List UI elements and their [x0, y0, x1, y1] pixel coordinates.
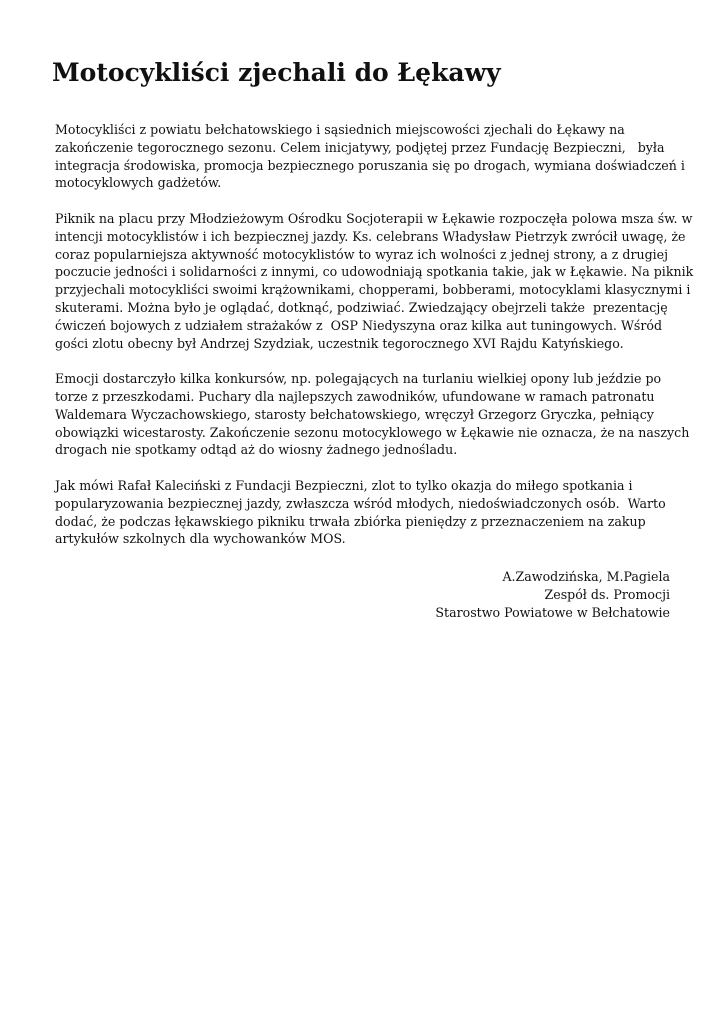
text-line: Waldemara Wyczachowskiego, starosty bełchatowskiego, wręczył Grzegorz Gryczka, pełniący	[55, 406, 654, 422]
paragraph-intro	[55, 121, 685, 192]
text-line: coraz popularniejsza aktywność motocyklistów to wyraz ich wolności z jednej strony, a z drugiej	[55, 246, 669, 262]
paragraph-picnic	[55, 210, 694, 352]
article-body	[55, 121, 694, 566]
text-line: torze z przeszkodami. Puchary dla najlepszych zawodników, ufundowane w ramach patronatu	[55, 388, 655, 404]
signature-office: Starostwo Powiatowe w Bełchatowie	[435, 604, 670, 620]
signature-authors: A.Zawodzińska, M.Pagiela	[502, 569, 670, 584]
author-signature	[435, 568, 670, 621]
article-title: Motocykliści zjechali do Łękawy	[52, 58, 501, 87]
signature-team: Zespół ds. Promocji	[544, 586, 670, 602]
text-line: drogach nie spotkamy odtąd aż do wiosny żadnego jednośladu.	[55, 442, 458, 458]
text-line: integracja środowiska, promocja bezpiecznego poruszania się po drogach, wymiana doświadczeń i	[55, 157, 685, 173]
text-line: Motocykliści z powiatu bełchatowskiego i sąsiednich miejscowości zjechali do Łękawy na	[55, 122, 625, 137]
text-line: przyjechali motocykliści swoimi krążownikami, chopperami, bobberami, motocyklami klasycznymi i	[55, 282, 691, 298]
text-line: Emocji dostarczyło kilka konkursów, np. polegających na turlaniu wielkiej opony lub jeździe po	[55, 371, 662, 387]
text-line: dodać, że podczas łękawskiego pikniku trwała zbiórka pieniędzy z przeznaczeniem na zakup	[55, 513, 646, 529]
text-line: obowiązki wicestarosty. Zakończenie sezonu motocyklowego w Łękawie nie oznacza, że na naszych	[55, 424, 690, 440]
text-line: ćwiczeń bojowych z udziałem strażaków z OSP Niedyszyna oraz kilka aut tuningowych. Wśród	[55, 317, 663, 333]
text-line: poczucie jedności i solidarności z innymi, co udowodniają spotkania takie, jak w Łękawie. Na piknik	[55, 264, 694, 280]
text-line: Jak mówi Rafał Kaleciński z Fundacji Bezpieczni, zlot to tylko okazja do miłego spotkania i	[55, 477, 633, 493]
paragraph-closing	[55, 477, 675, 548]
text-line: popularyzowania bezpiecznej jazdy, zwłaszcza wśród młodych, niedoświadczonych osób. Warto	[55, 495, 666, 511]
text-line: gości zlotu obecny był Andrzej Szydziak, uczestnik tegorocznego XVI Rajdu Katyńskiego.	[55, 335, 624, 351]
text-line: artykułów szkolnych dla wychowanków MOS.	[55, 531, 346, 547]
text-line: zakończenie tegorocznego sezonu. Celem inicjatywy, podjętej przez Fundację Bezpieczni, była	[55, 139, 665, 155]
text-line: Piknik na placu przy Młodzieżowym Ośrodku Socjoterapii w Łękawie rozpoczęła polowa msza św. w	[55, 210, 693, 226]
text-line: skuterami. Można było je oglądać, dotknąć, podziwiać. Zwiedzający obejrzeli także prezentację	[55, 299, 668, 315]
paragraph-contests	[55, 370, 690, 459]
text-line: motocyklowych gadżetów.	[55, 175, 222, 191]
text-line: intencji motocyklistów i ich bezpiecznej jazdy. Ks. celebrans Władysław Pietrzyk zwrócił uwagę, że	[55, 228, 686, 244]
